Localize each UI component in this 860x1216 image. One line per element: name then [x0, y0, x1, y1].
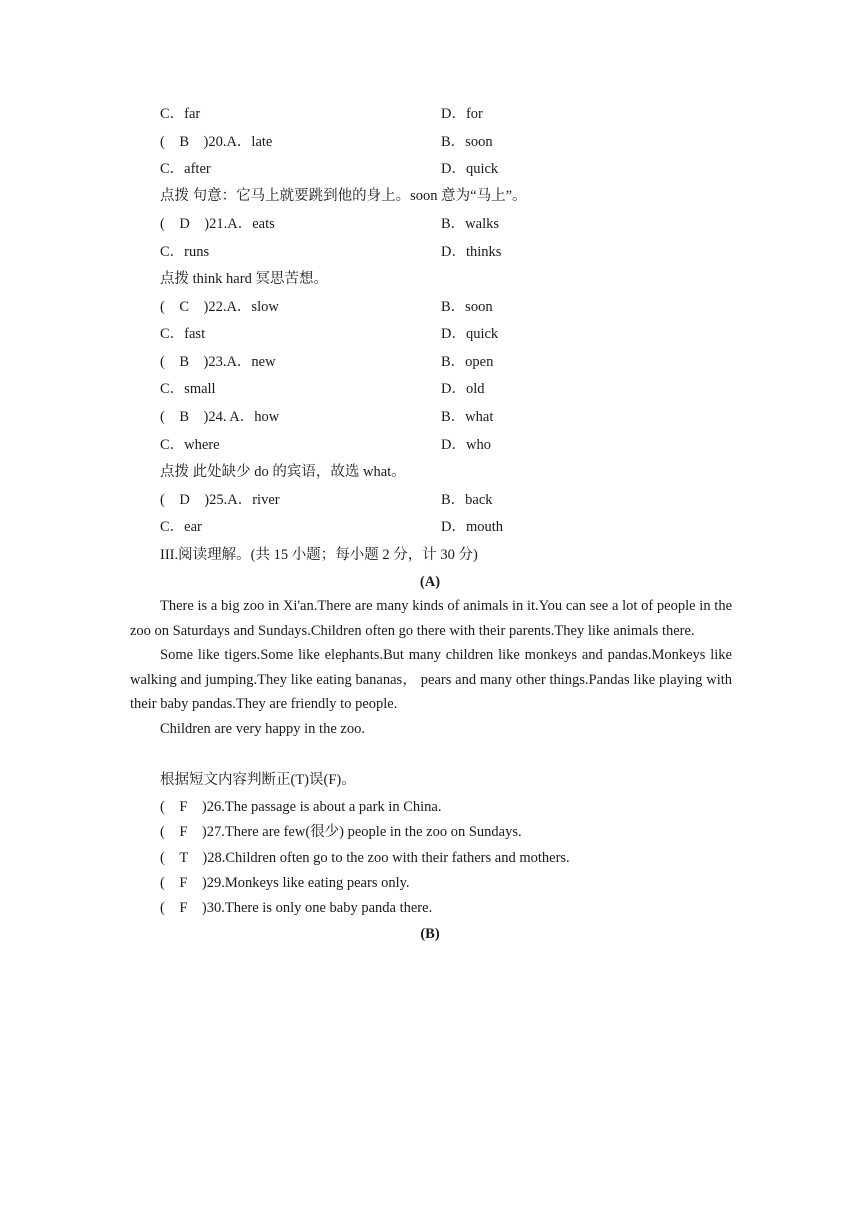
note-20: 点拨 句意：它马上就要跳到他的身上。soon 意为“马上”。 [160, 188, 527, 204]
tf-item-29: ( F )29.Monkeys like eating pears only. [160, 875, 410, 891]
option-d-thinks: D．thinks [441, 244, 502, 260]
option-d-who: D．who [441, 437, 491, 453]
question-25: ( D )25.A．river [160, 492, 280, 508]
passage-paragraph: There is a big zoo in Xi'an.There are many kinds of animals in it.You can see a lot of people in the zoo on Saturdays and Sundays.Children often go there with their parents.They like animals there. [130, 598, 732, 639]
passage [130, 594, 732, 741]
option-b-back: B．back [441, 492, 493, 508]
option-b-what: B．what [441, 409, 494, 425]
section-heading: III.阅读理解。(共 15 小题；每小题 2 分，计 30 分) [160, 547, 478, 563]
option-b-open: B．open [441, 354, 494, 370]
note-21: 点拨 think hard 冥思苦想。 [160, 271, 328, 287]
question-22: ( C )22.A．slow [160, 299, 279, 315]
tf-item-27: ( F )27.There are few(很少) people in the zoo on Sundays. [160, 824, 522, 840]
part-b-label: (B) [420, 926, 440, 942]
option-d-mouth: D．mouth [441, 519, 504, 535]
option-d-old: D．old [441, 381, 485, 397]
tf-instruction: 根据短文内容判断正(T)误(F)。 [160, 772, 356, 788]
note-24: 点拨 此处缺少 do 的宾语，故选 what。 [160, 464, 406, 480]
question-24: ( B )24. A．how [160, 409, 280, 425]
option-d-for: D．for [441, 106, 483, 122]
tf-item-26: ( F )26.The passage is about a park in China. [160, 799, 442, 815]
option-c-where: C．where [160, 437, 220, 453]
option-c-runs: C．runs [160, 244, 210, 260]
option-b-walks: B．walks [441, 216, 499, 232]
option-c-ear: C．ear [160, 519, 202, 535]
option-c-fast: C．fast [160, 326, 206, 342]
option-c-small: C．small [160, 381, 216, 397]
question-20: ( B )20.A．late [160, 134, 273, 150]
option-b-soon-22: B．soon [441, 299, 493, 315]
part-a-label: (A) [419, 574, 441, 590]
option-d-quick: D．quick [441, 161, 499, 177]
question-23: ( B )23.A．new [160, 354, 276, 370]
tf-item-28: ( T )28.Children often go to the zoo with their fathers and mothers. [160, 850, 570, 866]
passage-paragraph: Some like tigers.Some like elephants.But many children like monkeys and pandas.Monkeys like walking and jumping.They like eating bananas， pears and many other things.Pandas like playing with their baby pandas.They are friendly to people. [130, 647, 732, 712]
question-21: ( D )21.A．eats [160, 216, 275, 232]
option-c-far: C．far [160, 106, 201, 122]
option-d-quick-22: D．quick [441, 326, 499, 342]
passage-paragraph: Children are very happy in the zoo. [160, 720, 365, 737]
tf-item-30: ( F )30.There is only one baby panda there. [160, 900, 433, 916]
option-b-soon: B．soon [441, 134, 493, 150]
option-c-after: C．after [160, 161, 211, 177]
